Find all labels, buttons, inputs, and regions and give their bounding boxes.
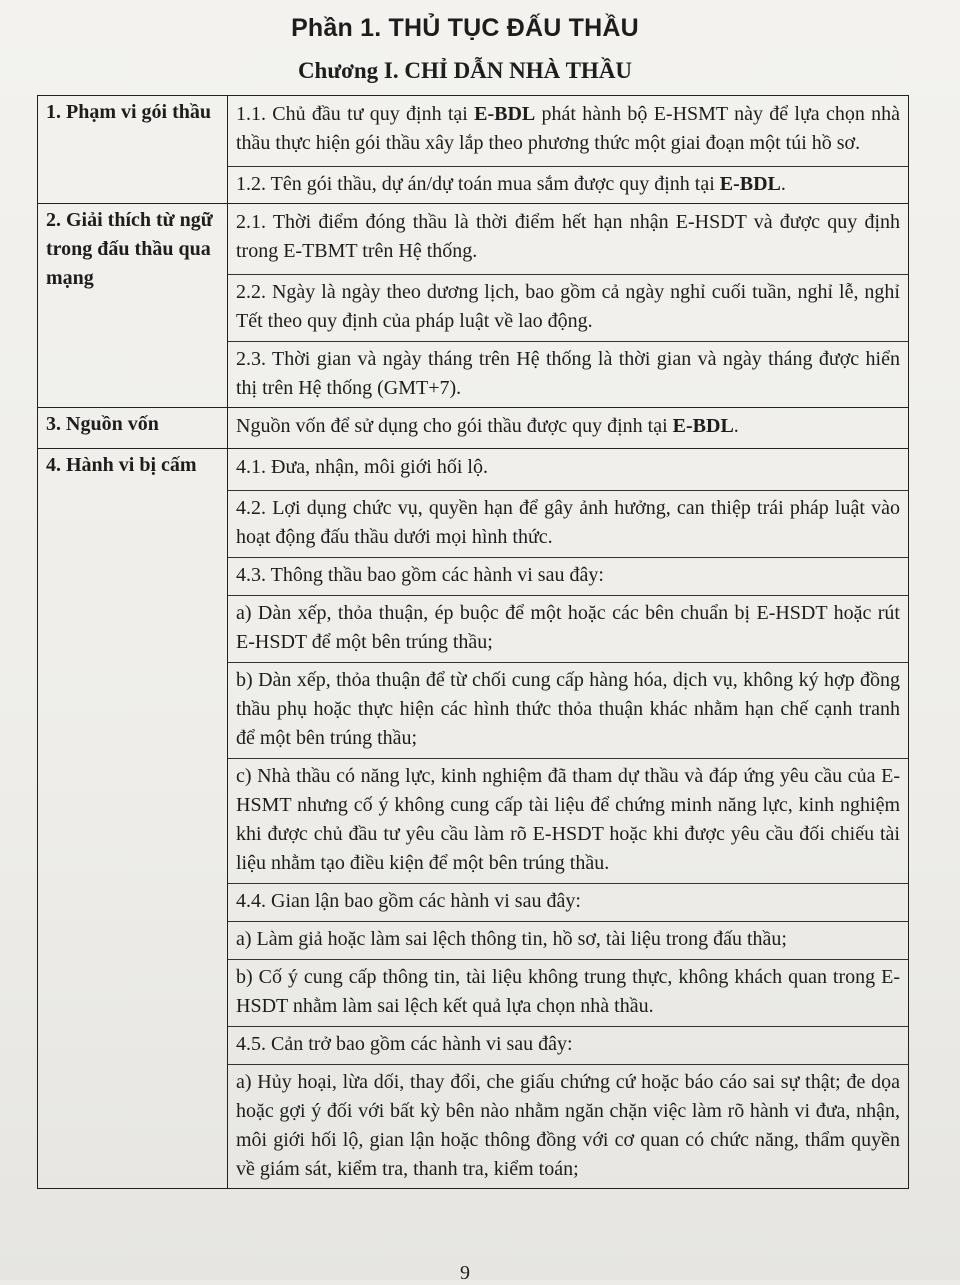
clause-text <box>236 561 900 590</box>
part-title: Phần 1. THỦ TỤC ĐẤU THẦU <box>291 14 639 42</box>
clause-reference: E-BDL <box>719 173 781 195</box>
section-content <box>228 204 909 408</box>
clause-text-tail: . <box>733 415 739 437</box>
instructions-table-body <box>38 96 909 1189</box>
chapter-title: Chương I. CHỈ DẪN NHÀ THẦU <box>297 58 633 83</box>
clause-text <box>236 887 900 916</box>
clause-reference: E-BDL <box>672 415 734 437</box>
section-content <box>228 449 909 1189</box>
clause-text <box>236 208 900 266</box>
section-heading: 1. Phạm vi gói thầu <box>38 96 228 204</box>
clause-text-main: 1.1. Chủ đầu tư quy định tại <box>236 103 475 125</box>
instructions-table <box>37 95 909 1189</box>
clause-paragraph <box>228 662 908 753</box>
clause-paragraph <box>228 341 908 403</box>
clause-reference: E-BDL <box>474 103 536 125</box>
clause-text-main: 2.1. Thời điểm đóng thầu là thời điểm hết hạn nhận E-HSDT và được quy định trong E-TBMT trên Hệ thống. <box>236 211 900 262</box>
clause-text <box>236 345 900 403</box>
page-number: 9 <box>460 1262 470 1284</box>
clause-paragraph <box>228 595 908 657</box>
section-heading: 3. Nguồn vốn <box>38 408 228 449</box>
clause-paragraph <box>228 490 908 552</box>
clause-text-main: 1.2. Tên gói thầu, dự án/dự toán mua sắm được quy định tại <box>236 173 720 195</box>
clause-text <box>236 963 900 1021</box>
clause-text <box>236 170 900 199</box>
clause-text-main: a) Dàn xếp, thỏa thuận, ép buộc để một hoặc các bên chuẩn bị E-HSDT hoặc rút E-HSDT để một bên trúng thầu; <box>236 602 900 653</box>
clause-text <box>236 453 900 482</box>
clause-paragraph <box>236 206 900 269</box>
clause-paragraph <box>228 166 908 199</box>
clause-text <box>236 1030 900 1059</box>
section-heading: 4. Hành vi bị cấm <box>38 449 228 1189</box>
clause-paragraph <box>228 883 908 916</box>
clause-text-main: 4.5. Cản trở bao gồm các hành vi sau đây: <box>236 1033 573 1055</box>
clause-text-main: Nguồn vốn để sử dụng cho gói thầu được quy định tại <box>236 415 673 437</box>
clause-text-main: b) Dàn xếp, thỏa thuận để từ chối cung cấp hàng hóa, dịch vụ, không ký hợp đồng thầu phụ hoặc thực hiện các hình thức thỏa thuận khác nhằm hạn chế cạnh tranh để một bên trúng thầu; <box>236 669 900 749</box>
clause-text-main: 2.2. Ngày là ngày theo dương lịch, bao gồm cả ngày nghỉ cuối tuần, nghỉ lễ, nghỉ Tết theo quy định của pháp luật về lao động. <box>236 281 900 332</box>
clause-text-main: a) Hủy hoại, lừa dối, thay đổi, che giấu chứng cứ hoặc báo cáo sai sự thật; đe dọa hoặc gợi ý đối với bất kỳ bên nào nhằm ngăn chặn việc làm rõ hành vi đưa, nhận, môi giới hối lộ, gian lận hoặc thông đồng với cơ quan có chức năng, thẩm quyền về giám sát, kiểm tra, thanh tra, kiểm toán; <box>236 1071 900 1180</box>
clause-paragraph <box>228 1026 908 1059</box>
clause-paragraph <box>228 921 908 954</box>
clause-paragraph <box>236 410 900 444</box>
clause-text-main: c) Nhà thầu có năng lực, kinh nghiệm đã tham dự thầu và đáp ứng yêu cầu của E-HSMT nhưng cố ý không cung cấp tài liệu để chứng minh năng lực, kinh nghiệm khi được chủ đầu tư yêu cầu làm rõ E-HSDT hoặc khi được yêu cầu đối chiếu tài liệu nhằm tạo điều kiện để một bên trúng thầu. <box>236 765 900 874</box>
clause-text-main: b) Cố ý cung cấp thông tin, tài liệu không trung thực, không khách quan trong E-HSDT nhằm làm sai lệch kết quả lựa chọn nhà thầu. <box>236 966 900 1017</box>
clause-text-main: 2.3. Thời gian và ngày tháng trên Hệ thống là thời gian và ngày tháng được hiển thị trên Hệ thống (GMT+7). <box>236 348 900 399</box>
clause-text <box>236 599 900 657</box>
section-content <box>228 96 909 204</box>
clause-text <box>236 1068 900 1184</box>
section-row <box>38 449 909 1189</box>
clause-text <box>236 762 900 878</box>
clause-paragraph <box>228 557 908 590</box>
clause-text <box>236 925 900 954</box>
section-content <box>228 408 909 449</box>
clause-paragraph <box>228 959 908 1021</box>
section-heading: 2. Giải thích từ ngữ trong đấu thầu qua mạng <box>38 204 228 408</box>
clause-paragraph <box>228 1064 908 1184</box>
clause-paragraph <box>236 98 900 161</box>
clause-text-tail: . <box>780 173 786 195</box>
clause-text-main: 4.2. Lợi dụng chức vụ, quyền hạn để gây ảnh hưởng, can thiệp trái pháp luật vào hoạt động đấu thầu dưới mọi hình thức. <box>236 497 900 548</box>
clause-paragraph <box>228 758 908 878</box>
clause-text-main: 4.1. Đưa, nhận, môi giới hối lộ. <box>236 456 488 478</box>
clause-text-main: a) Làm giả hoặc làm sai lệch thông tin, hồ sơ, tài liệu trong đấu thầu; <box>236 928 787 950</box>
clause-text <box>236 412 900 441</box>
clause-text-main: 4.3. Thông thầu bao gồm các hành vi sau đây: <box>236 564 604 586</box>
clause-text <box>236 100 900 158</box>
clause-text <box>236 666 900 753</box>
clause-paragraph <box>228 274 908 336</box>
section-row <box>38 96 909 204</box>
clause-text-main: 4.4. Gian lận bao gồm các hành vi sau đây: <box>236 890 581 912</box>
clause-text-tail: phát hành bộ E-HSMT này để lựa chọn nhà thầu thực hiện gói thầu xây lắp theo phương thức một giai đoạn một túi hồ sơ. <box>236 103 900 154</box>
clause-text <box>236 494 900 552</box>
section-row <box>38 408 909 449</box>
section-row <box>38 204 909 408</box>
clause-text <box>236 278 900 336</box>
clause-paragraph <box>236 451 900 485</box>
